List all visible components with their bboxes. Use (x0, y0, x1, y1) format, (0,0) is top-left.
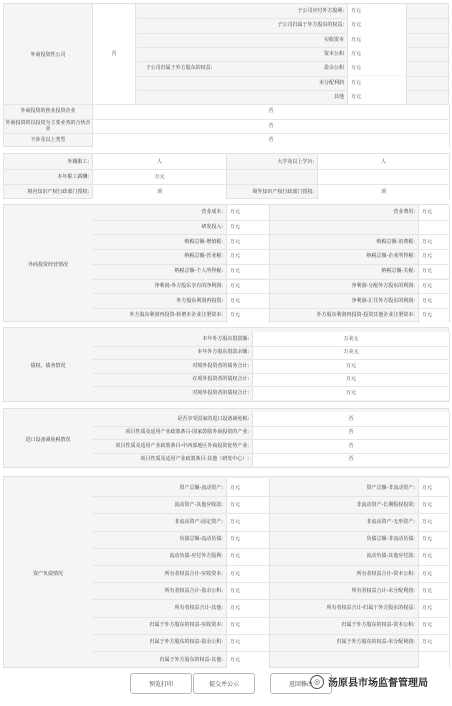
field-value: 万元 (418, 565, 450, 582)
field-label: 所有者权益合计-未分配利润: (351, 587, 415, 594)
field-label: 本年外方股东借款额: (202, 335, 249, 342)
field-value: 否 (92, 133, 450, 148)
field-label: 大学及以上学历: (277, 158, 314, 165)
field-label: 境内知识产权行政部门授权: (27, 188, 89, 195)
row-divider (92, 359, 450, 360)
field-label: 净利润-外方股东享有的净利润: (154, 282, 223, 289)
field-value: 万元 (226, 634, 270, 651)
field-value: 万元 (226, 479, 270, 496)
field-label: 外方股东利润再投资-转增本企业注册资本: (129, 312, 223, 319)
field-label: 外籍职工: (67, 158, 89, 165)
field-value: 万元 (226, 220, 270, 235)
field-label: 项目性质及适用产业政策条目-其他（研发中心）: (140, 456, 249, 463)
field-value: 万元 (418, 548, 450, 565)
field-label: 非流动资产-固定资产: (174, 518, 223, 525)
submit-publish-button[interactable]: 提交并公示 (193, 673, 255, 694)
row-divider (92, 565, 450, 566)
field-label: 非流动资产-长期股权投资: (356, 501, 415, 508)
field-value: 万元 (418, 496, 450, 513)
field-value: 万元 (418, 293, 450, 308)
field-label: 所有者权益合计-归属于外方股东的权益: (326, 604, 415, 611)
row-divider (92, 373, 450, 374)
field-label: 资产总额-非流动资产: (366, 484, 415, 491)
field-value: 万元 (226, 234, 270, 249)
field-label: 项目性质及适用产业政策条目-中西部地区外商投资优势产业: (115, 442, 249, 449)
field-value: 万元 (226, 205, 270, 220)
row-divider (92, 617, 450, 618)
field-label (227, 169, 317, 184)
field-label: 是否享受国家的进口设备减免税: (177, 415, 249, 422)
field-label: 本年外方股东借款余额: (197, 349, 249, 356)
field-value: 否 (252, 426, 450, 440)
field-label: 纳税总额-个人所得税: (174, 268, 223, 275)
row-divider (92, 308, 450, 309)
group-label: 子公司归属于外方股东的权益: (145, 65, 213, 71)
field-value: 万元 (226, 599, 270, 616)
field-label: 对境外投资者的债务合计: (192, 362, 249, 369)
field-value: 否 (92, 104, 450, 119)
field-value: 万元 (226, 582, 270, 599)
field-value: 否 (252, 412, 450, 426)
field-value: 万元 (252, 359, 450, 373)
field-value: 万元 (418, 617, 450, 634)
section-debt (3, 327, 449, 402)
section-import-equipment (3, 408, 449, 468)
field-value: 万元 (226, 513, 270, 530)
row-divider (92, 496, 450, 497)
row-divider (4, 133, 450, 134)
field-value: 万元 (226, 617, 270, 634)
row-divider (92, 264, 450, 265)
section-investment-company (3, 3, 449, 147)
field-value: 万元 (347, 33, 407, 47)
field-value: 否 (252, 439, 450, 453)
field-value (317, 169, 450, 184)
field-value (418, 220, 450, 235)
row-divider (92, 439, 450, 440)
field-value: 万元 (347, 47, 407, 61)
field-value: 万元 (418, 279, 450, 294)
field-value: 万元 (418, 513, 450, 530)
field-label: 纳税总额-消费税: (376, 238, 415, 245)
field-value: 万元 (347, 18, 407, 32)
field-label: 外商投资的创业投资企业 (20, 108, 76, 115)
section-title: 外商投资经营情况 (27, 261, 68, 268)
field-value: 否 (92, 119, 450, 134)
field-value: 否 (252, 453, 450, 467)
field-label: 资本公积 (323, 51, 344, 58)
row-divider (92, 293, 450, 294)
section-title: 进口设备减免税情况 (25, 436, 71, 443)
field-label: 流动资产-其他应收款: (174, 501, 223, 508)
field-label: 归属于外方股东的权益-其他: (159, 656, 223, 663)
field-label: 营业成本: (201, 209, 223, 216)
field-label: 所有者权益合计-其他: (174, 604, 223, 611)
field-value: 万元 (347, 90, 407, 104)
row-divider (92, 531, 450, 532)
section-title: 外商投资性公司 (30, 51, 66, 58)
field-label: 实收资本 (323, 36, 344, 43)
field-label: 项目性质及适用产业政策条目-国家鼓励外商投资的产业: (125, 429, 249, 436)
field-label: 境外知识产权行政部门授权: (252, 188, 314, 195)
field-value: 万元 (226, 496, 270, 513)
field-label: 其他 (333, 93, 344, 100)
field-label: 外方股东利润再投资: (176, 297, 223, 304)
field-label: 负债总额-非流动负债: (366, 536, 415, 543)
field-label: 归属于外方股东的权益-资本公积: (341, 622, 415, 629)
row-divider (92, 279, 450, 280)
section-title: 债权、债务情况 (30, 363, 66, 369)
row-divider (92, 426, 450, 427)
row-divider (92, 234, 450, 235)
field-value: 项 (92, 184, 227, 199)
field-value: 万元 (418, 634, 450, 651)
field-label: 研发投入: (201, 224, 223, 231)
investment-company-value: 否 (92, 4, 136, 104)
field-label: 对境外投资者的债权合计: (192, 389, 249, 396)
field-value: 人 (317, 154, 450, 169)
field-value: 万元 (418, 234, 450, 249)
row-divider (4, 104, 450, 105)
field-label: 纳税总额-增值税: (184, 238, 223, 245)
field-label: 不涉及以上类型 (30, 137, 66, 144)
section-assets-liabilities (3, 476, 449, 668)
field-label: 纳税总额-关税: (381, 268, 415, 275)
field-label (270, 220, 418, 235)
field-value: 万元 (226, 531, 270, 548)
field-value: 万元 (418, 205, 450, 220)
field-value: 万元 (226, 651, 270, 668)
row-divider (92, 548, 450, 549)
field-value: 万元 (252, 386, 450, 400)
section-title: 资产负债情况 (32, 570, 63, 577)
field-label: 归属于外方股东的权益-盈余公积: (149, 639, 223, 646)
row-divider (92, 582, 450, 583)
row-divider (92, 599, 450, 600)
field-value: 万元 (418, 531, 450, 548)
row-divider (4, 119, 450, 120)
back-edit-button[interactable]: 返回修改 (270, 673, 332, 694)
field-value: 万元 (226, 249, 270, 264)
field-label: 在境外投资者的债权合计: (192, 376, 249, 383)
field-value: 万元 (226, 548, 270, 565)
field-label: 纳税总额-营业税: (184, 253, 223, 260)
watermark (310, 674, 428, 689)
row-divider (4, 184, 450, 185)
field-label: 盈余公积 (323, 65, 344, 72)
field-label: 资产总额-流动资产: (179, 484, 223, 491)
field-value: 万元 (347, 4, 407, 18)
row-divider (92, 249, 450, 250)
row-divider (92, 220, 450, 221)
preview-print-button[interactable]: 预览打印 (130, 673, 192, 694)
field-label: 外商投资的以投资为主要业务的合伙企业 (5, 119, 91, 132)
field-label: 归属于外方股东的权益-实收资本: (149, 622, 223, 629)
field-label: 负债总额-流动负债: (179, 536, 223, 543)
field-value: 万元 (418, 264, 450, 279)
field-label: 流动负债-应付外方股利: (169, 553, 223, 560)
field-label: 营业费用: (393, 209, 415, 216)
row-divider (92, 386, 450, 387)
row-divider (92, 453, 450, 454)
field-value: 万元 (92, 169, 227, 184)
field-label: 所有者权益合计-资本公积: (356, 570, 415, 577)
field-label: 净利润-汇往外方股东的利润: (351, 297, 415, 304)
field-value: 万元 (226, 264, 270, 279)
row-divider (92, 346, 450, 347)
field-label: 所有者权益合计-盈余公积: (164, 587, 223, 594)
field-value: 万美元 (252, 332, 450, 346)
field-value: 万元 (226, 279, 270, 294)
field-label: 流动负债-其他应付款: (366, 553, 415, 560)
wechat-icon: ◎ (310, 675, 324, 689)
field-value: 万元 (347, 76, 407, 90)
field-value (418, 651, 450, 668)
field-value: 万元 (418, 582, 450, 599)
field-label: 未分配利润 (318, 79, 344, 86)
field-value: 万元 (418, 249, 450, 264)
field-value: 万元 (418, 308, 450, 323)
row-divider (92, 634, 450, 635)
field-value: 万元 (226, 308, 270, 323)
field-value: 万元 (226, 293, 270, 308)
field-value: 万元 (418, 479, 450, 496)
field-label: 外方股东利润再投资-投资其他企业注册资本: (316, 312, 415, 319)
field-value: 万元 (418, 599, 450, 616)
field-value: 项 (317, 184, 450, 199)
field-value: 万元 (347, 61, 407, 75)
field-label: 本年职工薪酬: (57, 173, 89, 180)
field-label: 子公司应付外方股利: (297, 8, 344, 15)
field-label: 非流动资产-无形资产: (366, 518, 415, 525)
field-label: 纳税总额-企业所得税: (366, 253, 415, 260)
section-staff (3, 153, 449, 199)
field-label: 所有者权益合计-实收资本: (164, 570, 223, 577)
field-label: 子公司归属于外方股东的权益: (277, 22, 344, 29)
section-operations (3, 204, 449, 322)
row-divider (92, 513, 450, 514)
watermark-text: 汤原县市场监督管理局 (328, 678, 428, 689)
field-value: 人 (92, 154, 227, 169)
row-divider (92, 651, 450, 652)
field-label: 归属于外方股东的权益-未分配利润: (336, 639, 415, 646)
field-value: 万元 (226, 565, 270, 582)
row-divider (4, 169, 450, 170)
field-label (270, 651, 418, 668)
field-value: 万元 (252, 373, 450, 387)
field-value: 万美元 (252, 346, 450, 360)
field-label: 净利润-分配外方股东的利润: (351, 282, 415, 289)
